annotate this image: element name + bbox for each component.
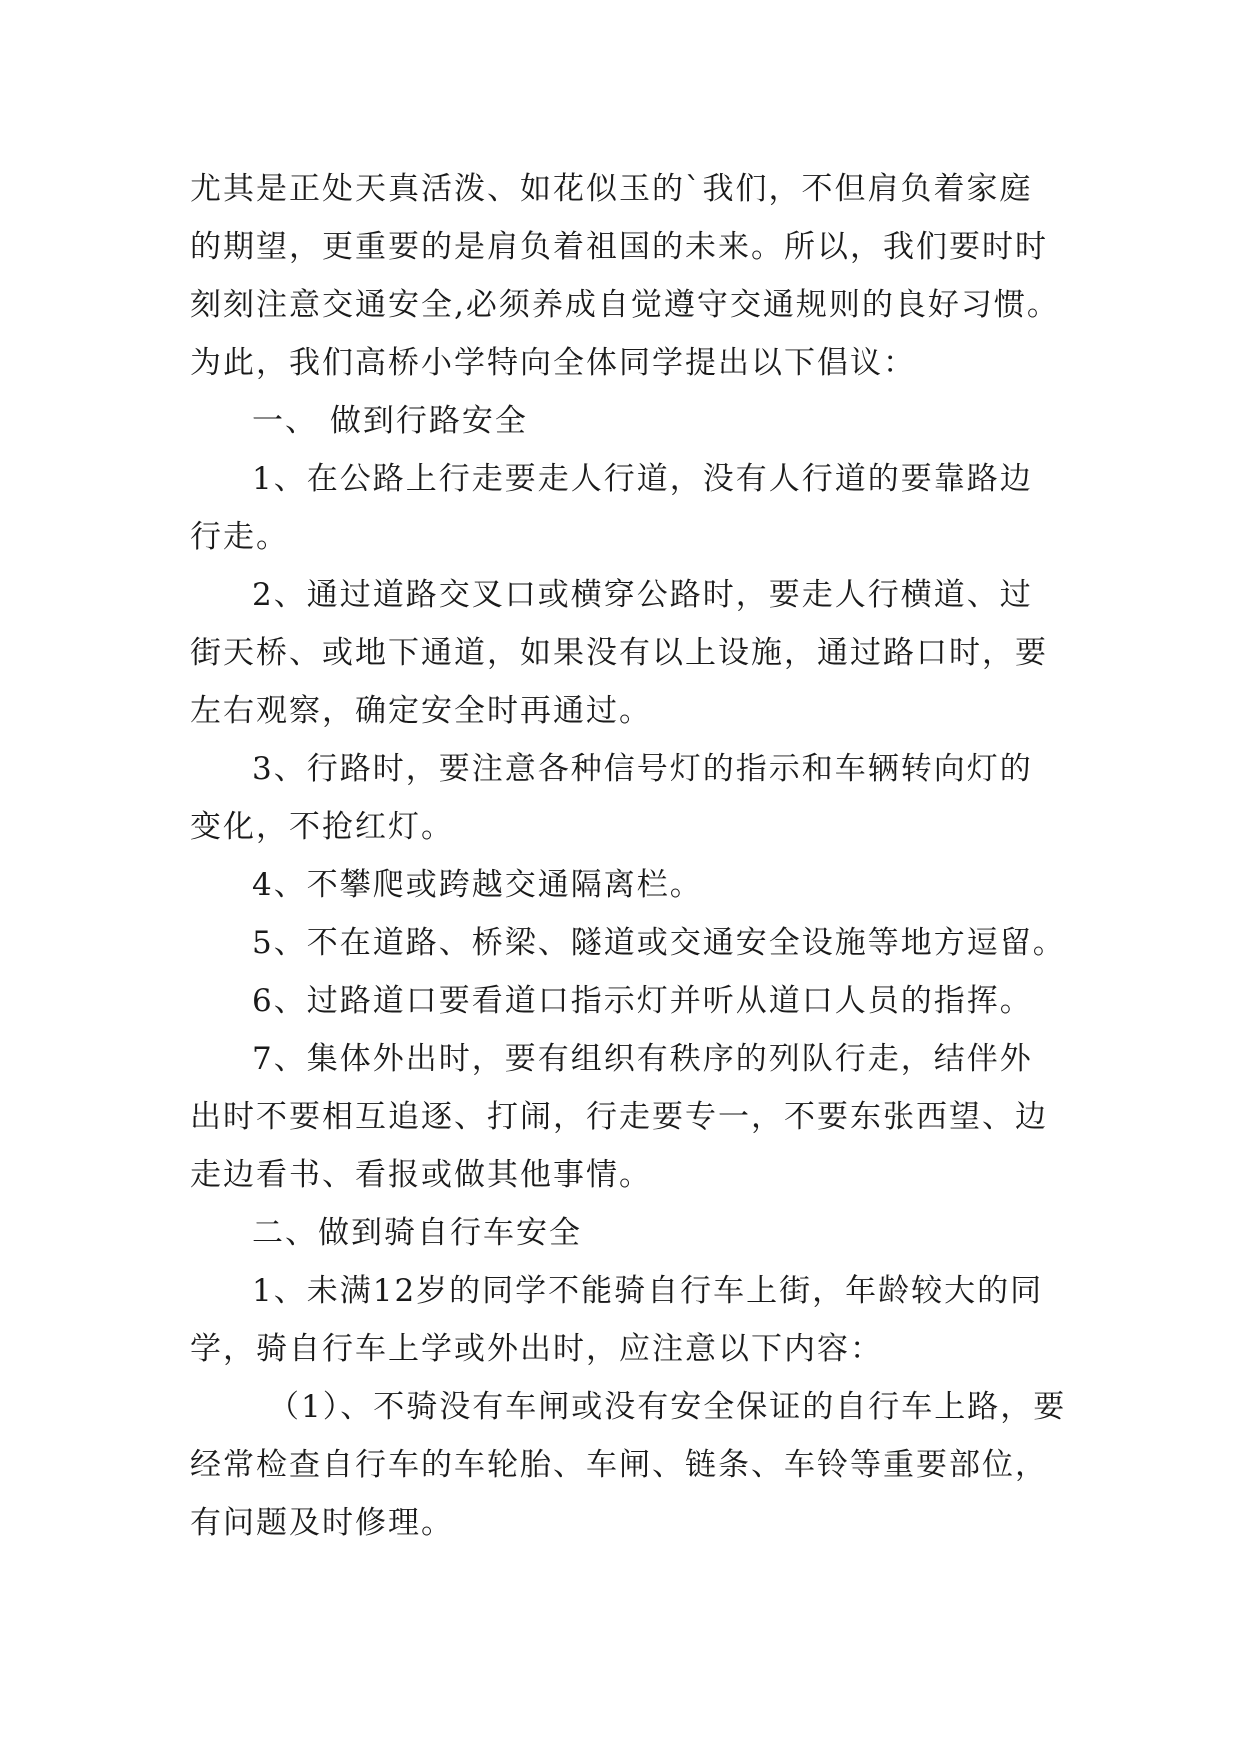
paragraph-line: 的期望，更重要的是肩负着祖国的未来。所以，我们要时时	[190, 229, 1048, 265]
section-heading-walking: 一、 做到行路安全	[252, 403, 528, 439]
paragraph-line: 4、不攀爬或跨越交通隔离栏。	[252, 867, 703, 903]
paragraph-line: 5、不在道路、桥梁、隧道或交通安全设施等地方逗留。	[252, 925, 1066, 961]
paragraph-line: 街天桥、或地下通道，如果没有以上设施，通过路口时，要	[190, 635, 1048, 671]
paragraph-line: 3、行路时，要注意各种信号灯的指示和车辆转向灯的	[252, 751, 1033, 787]
paragraph-line: 变化，不抢红灯。	[190, 809, 454, 845]
paragraph-line: 行走。	[190, 519, 289, 555]
paragraph-line: 6、过路道口要看道口指示灯并听从道口人员的指挥。	[252, 983, 1033, 1019]
paragraph-line: 左右观察，确定安全时再通过。	[190, 693, 652, 729]
paragraph-line: 尤其是正处天真活泼、如花似玉的`我们，不但肩负着家庭	[190, 171, 1033, 207]
section-heading-cycling: 二、做到骑自行车安全	[252, 1215, 582, 1251]
paragraph-line: 2、通过道路交叉口或横穿公路时，要走人行横道、过	[252, 577, 1033, 613]
paragraph-line: 有问题及时修理。	[190, 1505, 454, 1541]
paragraph-line: 1、在公路上行走要走人行道，没有人行道的要靠路边	[252, 461, 1033, 497]
paragraph-line: 7、集体外出时，要有组织有秩序的列队行走，结伴外	[252, 1041, 1033, 1077]
paragraph-line: 经常检查自行车的车轮胎、车闸、链条、车铃等重要部位，	[190, 1447, 1048, 1483]
paragraph-line: 1、未满12岁的同学不能骑自行车上街，年龄较大的同	[252, 1273, 1044, 1309]
paragraph-line: 出时不要相互追逐、打闹，行走要专一，不要东张西望、边	[190, 1099, 1048, 1135]
paragraph-line: 刻刻注意交通安全,必须养成自觉遵守交通规则的良好习惯。	[190, 287, 1060, 323]
paragraph-line: （1）、不骑没有车闸或没有安全保证的自行车上路，要	[268, 1389, 1067, 1425]
paragraph-line: 为此，我们高桥小学特向全体同学提出以下倡议：	[190, 345, 916, 381]
document-body	[190, 160, 1100, 1552]
paragraph-line: 走边看书、看报或做其他事情。	[190, 1157, 652, 1193]
paragraph-line: 学，骑自行车上学或外出时，应注意以下内容：	[190, 1331, 883, 1367]
